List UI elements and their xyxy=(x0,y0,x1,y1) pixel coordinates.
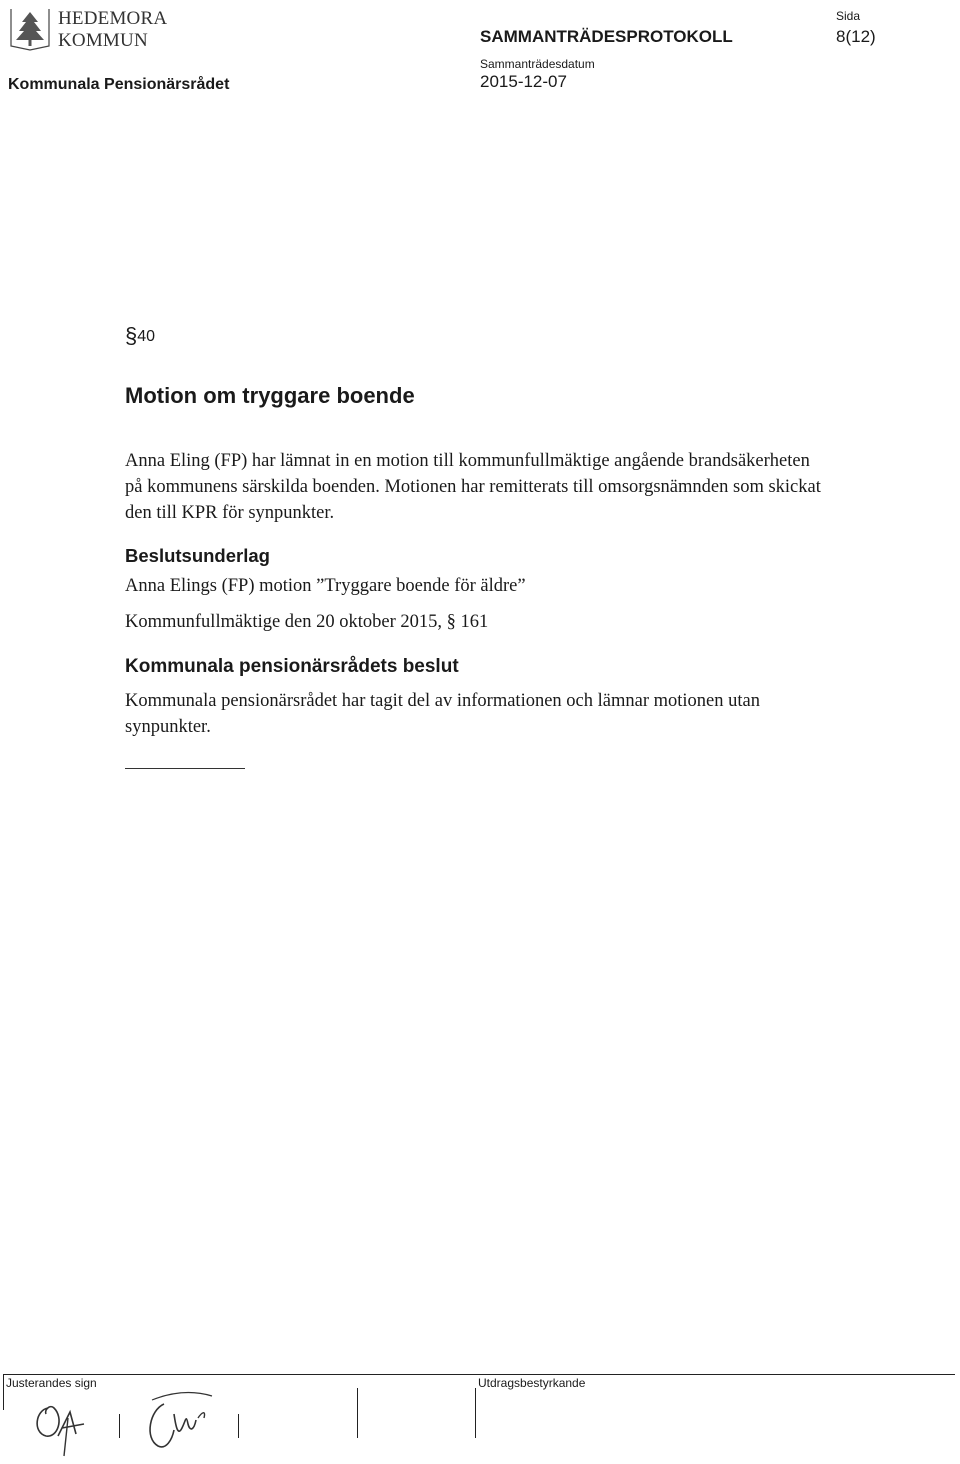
page-footer xyxy=(0,1370,960,1464)
page-title: Motion om tryggare boende xyxy=(125,383,415,408)
meeting-date-label: Sammanträdesdatum xyxy=(480,57,595,71)
section-symbol: § xyxy=(125,323,138,348)
end-divider xyxy=(125,768,245,769)
org-name-line1: HEDEMORA xyxy=(58,8,168,29)
footer-divider xyxy=(3,1374,4,1410)
committee-name: Kommunala Pensionärsrådet xyxy=(8,76,230,93)
document-type: SAMMANTRÄDESPROTOKOLL xyxy=(480,27,733,46)
footer-divider xyxy=(3,1374,955,1375)
section-number xyxy=(125,321,155,347)
page-header xyxy=(0,0,960,100)
signature-initials-1 xyxy=(28,1390,108,1460)
signature-initials-2 xyxy=(132,1384,222,1454)
org-name-line2: KOMMUN xyxy=(58,30,148,51)
signature-label: Justerandes sign xyxy=(6,1376,97,1390)
basis-item: Anna Elings (FP) motion ”Tryggare boende för äldre” xyxy=(125,576,526,596)
page-number: 8(12) xyxy=(836,27,876,46)
decision-heading: Kommunala pensionärsrådets beslut xyxy=(125,656,459,677)
basis-heading: Beslutsunderlag xyxy=(125,545,270,566)
decision-paragraph: Kommunala pensionärsrådet har tagit del av informationen och lämnar motionen utan synpunkter. xyxy=(125,691,760,737)
signature-separator xyxy=(119,1414,120,1438)
intro-paragraph: Anna Eling (FP) har lämnat in en motion till kommunfullmäktige angående brandsäkerheten på kommunens särskilda boenden. Motionen har remitterats till omsorgsnämnden som skickat den till KPR för synpunkter. xyxy=(125,451,821,523)
signature-separator xyxy=(357,1388,358,1438)
signature-separator xyxy=(475,1388,476,1438)
section-number-value: 40 xyxy=(137,328,156,345)
signature-separator xyxy=(238,1414,239,1438)
page-label: Sida xyxy=(836,9,861,23)
extract-certification-label: Utdragsbestyrkande xyxy=(478,1376,586,1390)
basis-item: Kommunfullmäktige den 20 oktober 2015, § 161 xyxy=(125,612,489,632)
hedemora-tree-logo-icon xyxy=(8,6,52,52)
meeting-date-value: 2015-12-07 xyxy=(480,72,567,91)
